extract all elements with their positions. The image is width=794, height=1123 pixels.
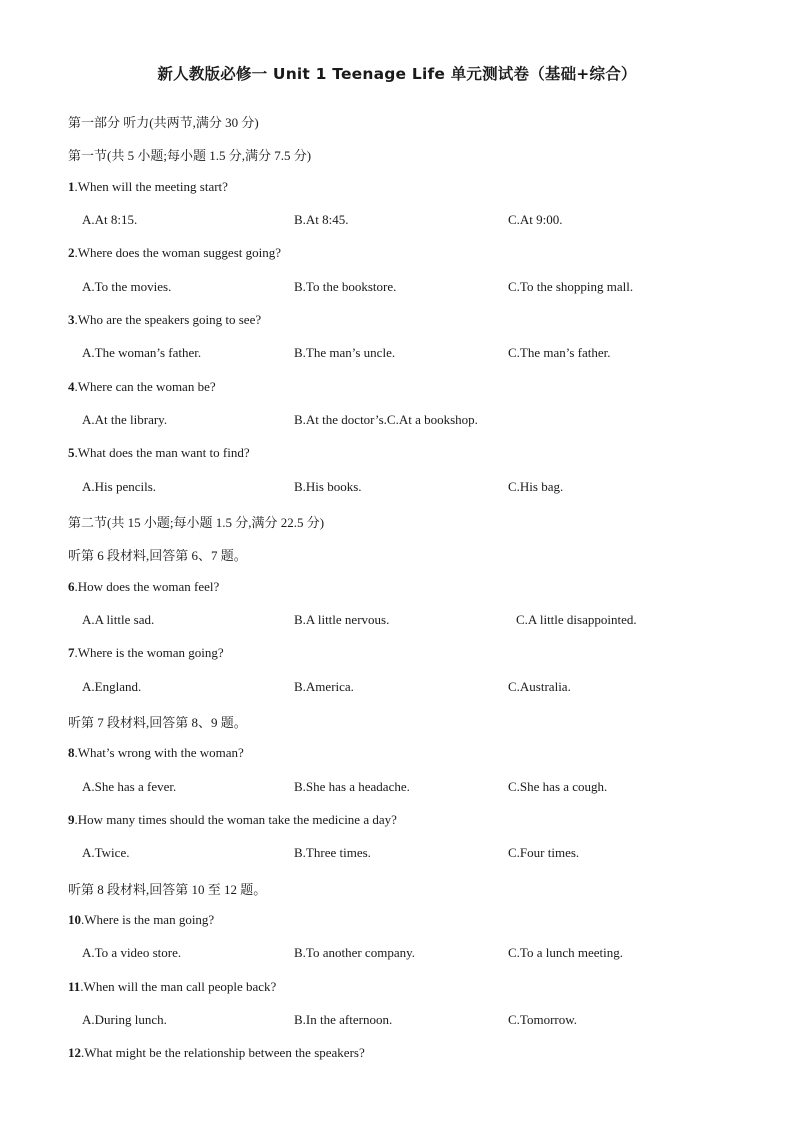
question-number: 8: [68, 745, 75, 760]
option-a: A.At 8:15.: [82, 212, 138, 227]
section-heading: 第一节(共 5 小题;每小题 1.5 分,满分 7.5 分): [68, 148, 312, 163]
question-9: [68, 812, 397, 828]
option-c: C.Australia.: [508, 679, 571, 694]
question-text: .Where is the man going?: [81, 912, 215, 927]
question-7: [68, 645, 224, 661]
option-a: A.To a video store.: [82, 945, 182, 960]
question-number: 6: [68, 579, 75, 594]
option-a: A.The woman’s father.: [82, 345, 202, 360]
section-heading: 第二节(共 15 小题;每小题 1.5 分,满分 22.5 分): [68, 515, 325, 530]
question-number: 9: [68, 812, 75, 827]
question-text: .When will the man call people back?: [80, 979, 277, 994]
question-text: .Where is the woman going?: [74, 645, 224, 660]
option-b: B.A little nervous.: [294, 612, 390, 627]
question-3: [68, 312, 261, 328]
question-number: 1: [68, 179, 75, 194]
question-number: 10: [68, 912, 81, 927]
question-6: [68, 579, 219, 595]
question-8: [68, 745, 244, 761]
question-text: .Where can the woman be?: [74, 379, 216, 394]
option-c: C.To the shopping mall.: [508, 279, 634, 294]
question-2: [68, 245, 281, 261]
option-a: A.His pencils.: [82, 479, 157, 494]
page-title: 新人教版必修一 Unit 1 Teenage Life 单元测试卷（基础+综合）: [157, 65, 637, 83]
question-text: .When will the meeting start?: [74, 179, 228, 194]
question-number: 7: [68, 645, 75, 660]
option-a: A.England.: [82, 679, 142, 694]
option-a: A.At the library.: [82, 412, 168, 427]
question-number: 12: [68, 1045, 81, 1060]
question-text: .What’s wrong with the woman?: [74, 745, 244, 760]
material-instruction: 听第 6 段材料,回答第 6、7 题。: [68, 548, 247, 563]
option-b: B.Three times.: [294, 845, 371, 860]
option-c: C.At a bookshop.: [386, 412, 478, 427]
option-a: A.Twice.: [82, 845, 130, 860]
option-b: B.In the afternoon.: [294, 1012, 393, 1027]
option-c: C.Tomorrow.: [508, 1012, 578, 1027]
question-number: 5: [68, 445, 75, 460]
option-a: A.She has a fever.: [82, 779, 177, 794]
question-text: .How does the woman feel?: [74, 579, 220, 594]
option-b: B.The man’s uncle.: [294, 345, 396, 360]
material-instruction: 听第 7 段材料,回答第 8、9 题。: [68, 715, 247, 730]
question-10: [68, 912, 214, 928]
option-b: B.She has a headache.: [294, 779, 410, 794]
question-text: .Where does the woman suggest going?: [74, 245, 282, 260]
option-c: C.A little disappointed.: [516, 612, 637, 627]
question-1: [68, 179, 228, 195]
question-text: .How many times should the woman take the medicine a day?: [74, 812, 397, 827]
option-b-text: B.At the doctor’s.: [294, 412, 387, 427]
question-number: 11: [68, 979, 81, 994]
question-11: [68, 979, 276, 995]
option-b: B.To the bookstore.: [294, 279, 397, 294]
option-b: B.At 8:45.: [294, 212, 349, 227]
question-text: .What might be the relationship between the speakers?: [81, 1045, 365, 1060]
option-c: C.Four times.: [508, 845, 580, 860]
option-c: C.To a lunch meeting.: [508, 945, 623, 960]
question-5: [68, 445, 250, 461]
question-text: .What does the man want to find?: [74, 445, 250, 460]
option-a: A.During lunch.: [82, 1012, 167, 1027]
option-a: A.To the movies.: [82, 279, 172, 294]
material-instruction: 听第 8 段材料,回答第 10 至 12 题。: [68, 882, 267, 897]
part-heading: 第一部分 听力(共两节,满分 30 分): [68, 115, 259, 130]
option-c: C.The man’s father.: [508, 345, 611, 360]
option-b: B.America.: [294, 679, 354, 694]
option-b: [294, 412, 478, 428]
option-b: B.His books.: [294, 479, 362, 494]
question-12: [68, 1045, 365, 1061]
option-b: B.To another company.: [294, 945, 415, 960]
option-c: C.His bag.: [508, 479, 564, 494]
question-number: 2: [68, 245, 75, 260]
question-number: 4: [68, 379, 75, 394]
question-number: 3: [68, 312, 75, 327]
option-c: C.She has a cough.: [508, 779, 608, 794]
question-text: .Who are the speakers going to see?: [74, 312, 262, 327]
option-a: A.A little sad.: [82, 612, 155, 627]
option-c: C.At 9:00.: [508, 212, 563, 227]
question-4: [68, 379, 216, 395]
